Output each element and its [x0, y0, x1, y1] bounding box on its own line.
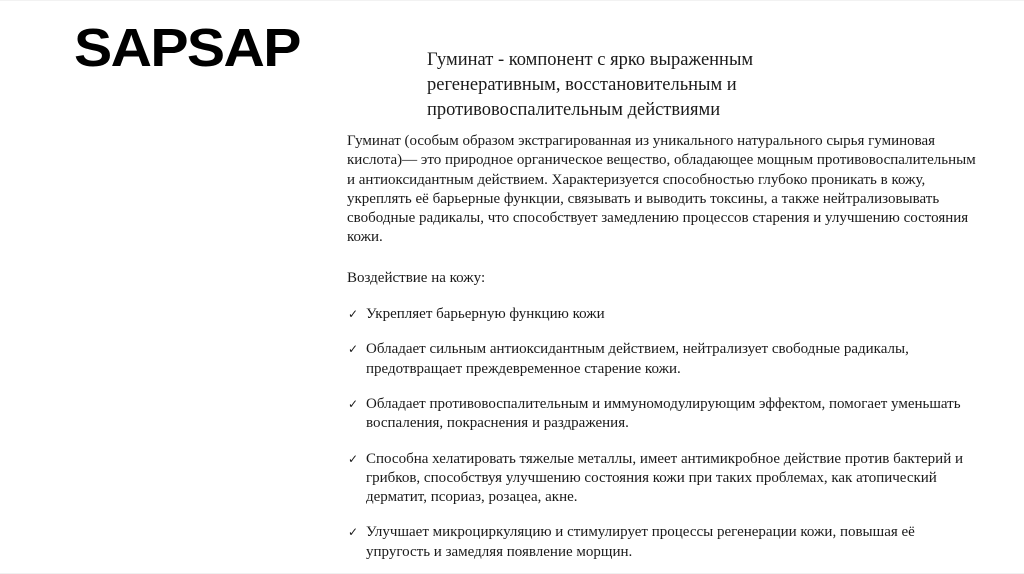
list-item — [347, 340, 979, 379]
check-icon: ✓ — [348, 342, 359, 357]
brand-logo — [74, 19, 324, 77]
list-item-label: Способна хелатировать тяжелые металлы, имеет антимикробное действие против бактерий и грибков, способствуя улучшению состояния кожи при таких проблемах, как атопический дерматит, псориаз, розацеа, акне. — [366, 450, 964, 506]
list-item — [347, 450, 979, 508]
list-item-label: Улучшает микроциркуляцию и стимулирует процессы регенерации кожи, повышая её упругость и замедляя появление морщин. — [366, 524, 915, 560]
list-item — [347, 305, 979, 324]
list-item-label: Обладает сильным антиоксидантным действием, нейтрализует свободные радикалы, предотвращает преждевременное старение кожи. — [366, 341, 909, 377]
section-subheading: Воздействие на кожу: — [347, 269, 486, 286]
list-item — [347, 395, 979, 434]
body-content — [347, 132, 979, 562]
check-icon: ✓ — [348, 307, 359, 322]
list-item-label: Обладает противовоспалительным и иммуномодулирующим эффектом, помогает уменьшать воспаления, покраснения и раздражения. — [366, 395, 961, 432]
check-icon: ✓ — [348, 396, 359, 411]
list-item-label: Укрепляет барьерную функцию кожи — [366, 306, 605, 323]
page-title: Гуминат - компонент с ярко выраженным регенеративным, восстановительным и противовоспалительным действиями — [427, 50, 754, 120]
list-item — [347, 523, 979, 562]
check-icon: ✓ — [348, 451, 359, 466]
logo-wordmark: SAPSAP — [74, 18, 300, 78]
check-icon: ✓ — [348, 525, 359, 540]
effects-list — [347, 288, 979, 562]
intro-paragraph: Гуминат (особым образом экстрагированная из уникального натурального сырья гуминовая кислота)— это природное органическое вещество, обладающее мощным противовоспалительным и антиоксидантным действием. Характеризуется способностью глубоко проникать в кожу, укреплять её барьерные функции, связывать и выводить токсины, а также нейтрализовывать свободные радикалы, что способствует замедлению процессов старения и улучшению состояния кожи. — [347, 133, 976, 246]
